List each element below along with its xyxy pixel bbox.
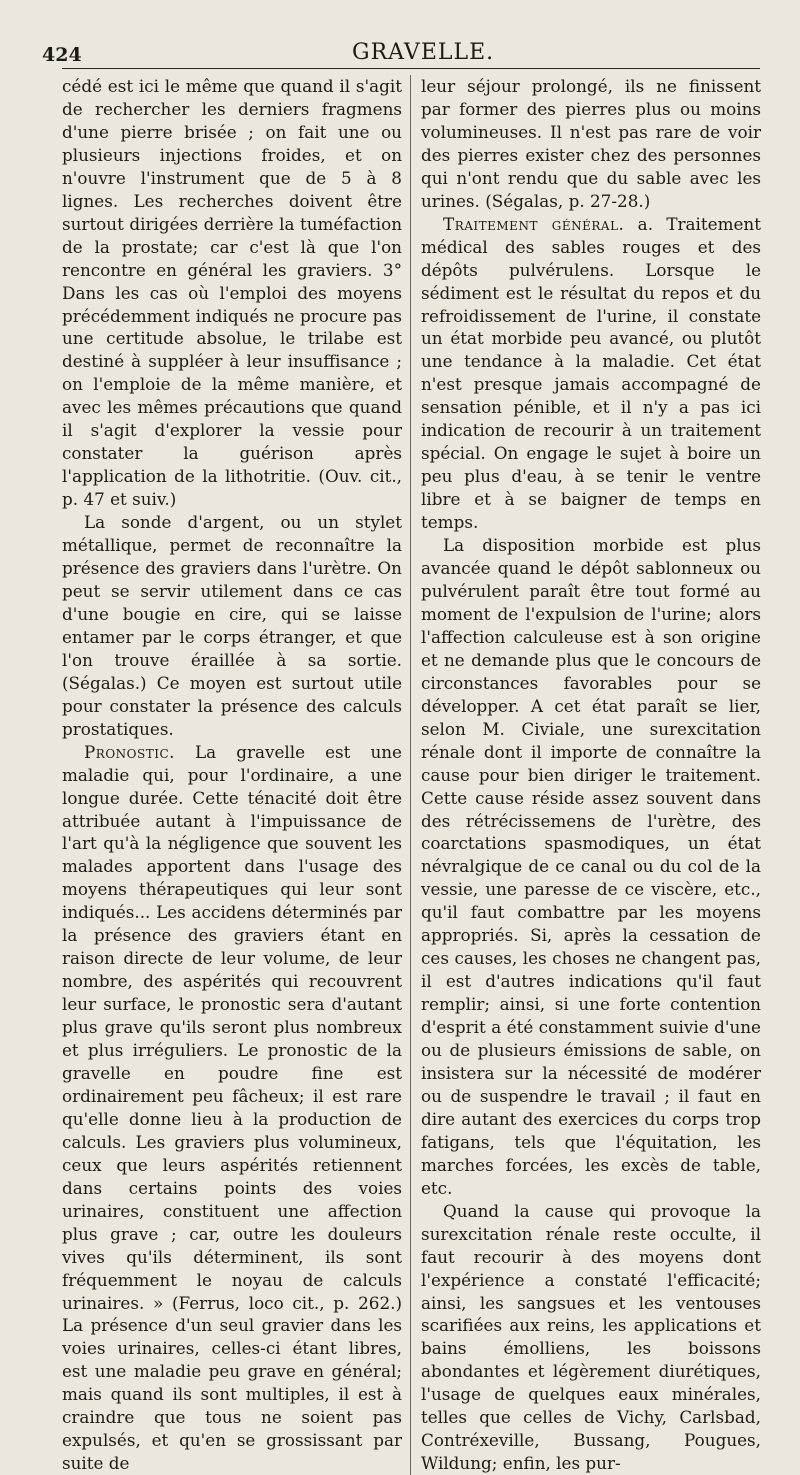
right-column bbox=[410, 75, 761, 1475]
page-header bbox=[42, 38, 760, 69]
left-column bbox=[62, 75, 410, 1475]
section-lead: Pronostic. bbox=[84, 741, 175, 762]
text-columns bbox=[62, 75, 790, 1475]
paragraph: La sonde d'argent, ou un stylet métallique, permet de reconnaître la présence des graviers dans l'urètre. On peut se servir utilement dans ce cas d'une bougie en cire, qui se laisse entamer par le corps étranger, et que l'on trouve éraillée à sa sortie. (Ségalas.) Ce moyen est surtout utile pour constater la présence des calculs prostatiques. bbox=[62, 512, 402, 739]
paragraph-pronostic: Pronostic. La gravelle est une maladie qui, pour l'ordinaire, a une longue durée. Cette ténacité doit être attribuée autant à l'impuissance de l'art qu'à la négligence que souvent les malades apportent dans l'usage des moyens thérapeutiques qui leur sont indiqués... Les accidens déterminés par la présence des graviers étant en raison directe de leur volume, de leur nombre, des aspérités qui recouvrent leur surface, le pronostic sera d'autant plus grave qu'ils seront plus nombreux et plus irréguliers. Le pronostic de la gravelle en poudre fine est ordinairement peu fâcheux; il est rare qu'elle donne lieu à la production de calculs. Les graviers plus volumineux, ceux que leurs aspérités retiennent dans certains points des voies urinaires, constituent une affection plus grave ; car, outre les douleurs vives qu'ils déterminent, ils sont fréquemment le noyau de calculs urinaires. » (Ferrus, loco cit., p. 262.) La présence d'un seul gravier dans les voies urinaires, celles-ci étant libres, est une maladie peu grave en général; mais quand ils sont multiples, il est à craindre que tous ne soient pas expulsés, et qu'en se grossissant par suite de bbox=[62, 741, 402, 1474]
paragraph: leur séjour prolongé, ils ne finissent par former des pierres plus ou moins volumineuses. Il n'est pas rare de voir des pierres exister chez des personnes qui n'ont rendu que du sable avec les urines. (Ségalas, p. 27-28.) bbox=[421, 76, 761, 211]
paragraph-traitement: Traitement général. a. Traitement médical des sables rouges et des dépôts pulvérulens. Lorsque le sédiment est le résultat du repos et du refroidissement de l'urine, il constate un état morbide peu avancé, ou plutôt une tendance à la maladie. Cet état n'est presque jamais accompagné de sensation pénible, et il n'y a pas ici indication de recourir à un traitement spécial. On engage le sujet à boire un peu plus d'eau, à se tenir le ventre libre et à se baigner de temps en temps. bbox=[421, 213, 761, 533]
page-number: 424 bbox=[42, 44, 82, 66]
paragraph: cédé est ici le même que quand il s'agit de rechercher les derniers fragmens d'une pierre brisée ; on fait une ou plusieurs injections froides, et on n'ouvre l'instrument que de 5 à 8 lignes. Les recherches doivent être surtout dirigées derrière la tuméfaction de la prostate; car c'est là que l'on rencontre en général les graviers. 3° Dans les cas où l'emploi des moyens précédemment indiqués ne procure pas une certitude absolue, le trilabe est destiné à suppléer à leur insuffisance ; on l'emploie de la même manière, et avec les mêmes précautions que quand il s'agit d'explorer la vessie pour constater la guérison après l'application de la lithotritie. (Ouv. cit., p. 47 et suiv.) bbox=[62, 76, 402, 510]
paragraph: La disposition morbide est plus avancée quand le dépôt sablonneux ou pulvérulent paraît être tout formé au moment de l'expulsion de l'urine; alors l'affection calculeuse est à son origine et ne demande plus que le concours de circonstances favorables pour se développer. A cet état paraît se lier, selon M. Civiale, une surexcitation rénale dont il importe de connaître la cause pour bien diriger le traitement. Cette cause réside assez souvent dans des rétrécissemens de l'urètre, des coarctations spasmodiques, un état névralgique de ce canal ou du col de la vessie, une paresse de ce viscère, etc., qu'il faut combattre par les moyens appropriés. Si, après la cessation de ces causes, les choses ne changent pas, il est d'autres indications qu'il faut remplir; ainsi, si une forte contention d'esprit a été constamment suivie d'une ou de plusieurs émissions de sable, on insistera sur la nécessité de modérer ou de suspendre le travail ; il faut en dire autant des exercices du corps trop fatigans, tels que l'équitation, les marches forcées, les excès de table, etc. bbox=[421, 535, 761, 1198]
running-title: GRAVELLE. bbox=[352, 40, 495, 65]
paragraph: Quand la cause qui provoque la surexcitation rénale reste occulte, il faut recourir à des moyens dont l'expérience a constaté l'efficacité; ainsi, les sangsues et les ventouses scarifiées aux reins, les applications et bains émolliens, les boissons abondantes et légèrement diurétiques, l'usage de quelques eaux minérales, telles que celles de Vichy, Carlsbad, Contréxeville, Bussang, Pougues, Wildung; enfin, les pur- bbox=[421, 1200, 761, 1474]
section-lead: Traitement général. bbox=[443, 213, 625, 234]
